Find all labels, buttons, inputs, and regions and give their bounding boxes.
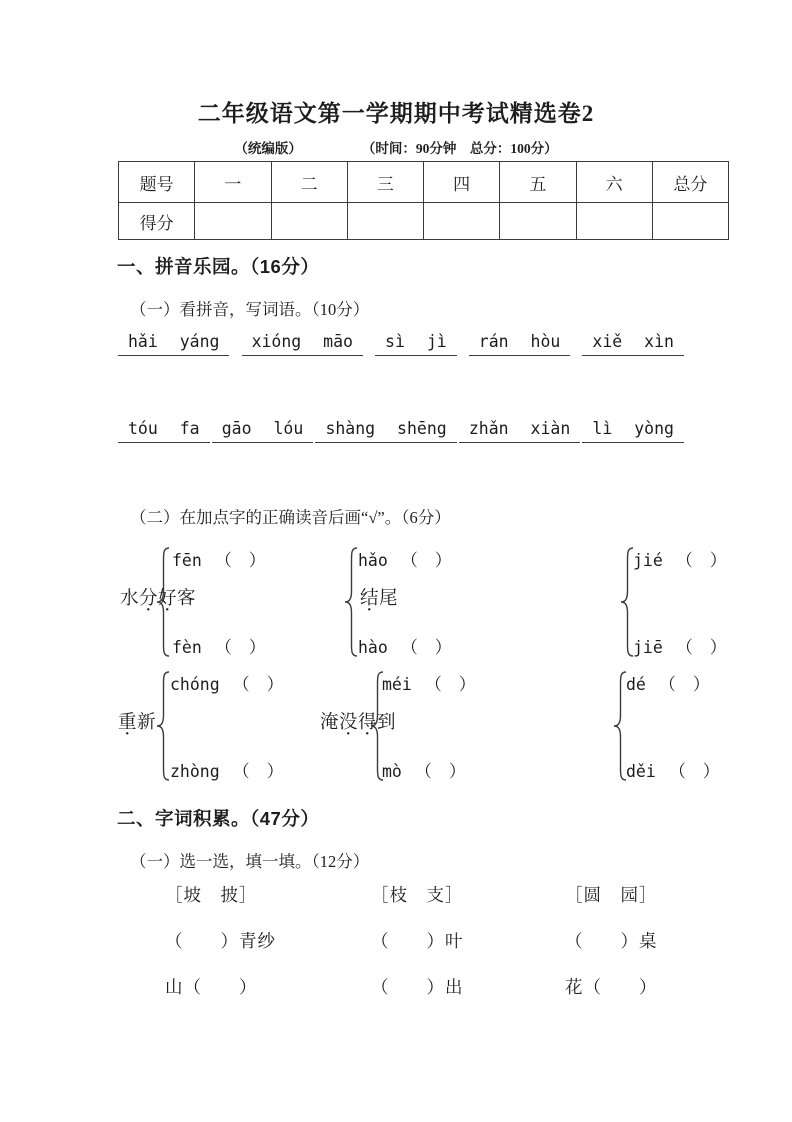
pronunciation-groups-row-1 [0,546,792,660]
pinyin-word: xiě xìn [582,332,684,356]
dotted-phrase [360,584,398,610]
score-table-question-number: 总分 [652,162,728,203]
word-options: ［枝 支］ [371,885,464,905]
score-empty-cell [576,203,652,240]
score-table-header-row [119,162,729,203]
answer-paren: （ ） [414,762,466,781]
pinyin-reading: fèn [172,638,202,657]
pronunciation-option-top [172,546,266,571]
pinyin-reading: méi [382,675,412,694]
pronunciation-option-bottom [633,633,727,658]
fill-blank-item: （ ）出 [371,977,464,997]
fill-blank-item: （ ）青纱 [165,931,276,951]
pronunciation-option-top [626,670,710,695]
char: 新 [137,713,157,733]
answer-paren: （ ） [668,762,720,781]
section2-heading: 二、字词积累。（47分） [117,808,320,829]
pinyin-reading: fēn [172,551,202,570]
pinyin-reading: děi [626,762,656,781]
score-table-question-number: 五 [500,162,576,203]
brace-icon [156,546,170,658]
pinyin-reading: hào [358,638,388,657]
pinyin-reading: dé [626,675,646,694]
pronunciation-option-bottom [626,757,720,782]
pinyin-word: gāo lóu [212,419,314,443]
pinyin-row-1 [118,332,684,356]
dotted-char: 结 [360,589,380,609]
char: 淹 [320,713,340,733]
score-table [118,161,729,240]
brace-icon [620,546,634,658]
word-options: ［坡 披］ [165,885,258,905]
dotted-char: 重 [118,713,138,733]
pinyin-word: tóu fa [118,419,210,443]
answer-paren: （ ） [675,551,727,570]
score-table-question-number: 四 [424,162,500,203]
score-empty-cell [347,203,423,240]
brace-icon [344,546,358,658]
pinyin-word: shàng shēng [315,419,456,443]
pinyin-word: hǎi yáng [118,332,229,356]
pinyin-reading: mò [382,762,402,781]
section1-part1-heading: （一）看拼音，写词语。（10分） [130,300,370,319]
pinyin-reading: zhòng [170,762,220,781]
exam-info-label: （时间：90分钟 总分：100分） [361,141,558,156]
answer-paren: （ ） [675,638,727,657]
pinyin-reading: hǎo [358,551,388,570]
char: 尾 [379,589,399,609]
word-options: ［圆 园］ [565,885,658,905]
score-empty-cell [652,203,728,240]
score-table-question-number: 二 [271,162,347,203]
section1-heading: 一、拼音乐园。（16分） [117,256,320,277]
char: 到 [377,713,397,733]
edition-label: （统编版） [234,141,302,156]
exam-title: 二年级语文第一学期期中考试精选卷2 [197,101,595,126]
fill-blank-item: 花（ ） [565,977,658,997]
pinyin-word: zhǎn xiàn [459,419,580,443]
pinyin-row-2 [118,419,684,443]
pinyin-word: lì yòng [582,419,684,443]
exam-subheader [0,137,792,157]
score-table-question-number: 六 [576,162,652,203]
char: 客 [177,589,197,609]
pinyin-reading: chóng [170,675,220,694]
word-choice-column [165,880,276,1018]
pinyin-word: rán hòu [469,332,571,356]
brace-icon [613,670,627,782]
pronunciation-option-top [633,546,727,571]
dotted-phrase [118,708,156,734]
answer-paren: （ ） [424,675,476,694]
pinyin-reading: jié [633,551,663,570]
fill-blank-item: （ ）叶 [371,931,464,951]
score-row-label: 得分 [119,203,195,240]
answer-paren: （ ） [658,675,710,694]
score-empty-cell [500,203,576,240]
pronunciation-option-top [358,546,452,571]
dotted-phrase [320,708,396,734]
section1-part2-heading: （二）在加点字的正确读音后画“√”。（6分） [130,508,451,527]
answer-paren: （ ） [232,675,284,694]
score-table-question-number: 三 [347,162,423,203]
pinyin-word: sì jì [375,332,457,356]
answer-paren: （ ） [400,638,452,657]
dotted-char: 得 [358,713,378,733]
answer-paren: （ ） [400,551,452,570]
score-empty-cell [195,203,271,240]
pronunciation-option-bottom [382,757,466,782]
section2-part1-heading: （一）选一选，填一填。（12分） [130,852,370,871]
score-table-value-row [119,203,729,240]
pronunciation-option-bottom [172,633,266,658]
fill-blank-item: 山（ ） [165,977,258,997]
pronunciation-option-bottom [358,633,452,658]
pronunciation-option-bottom [170,757,284,782]
pronunciation-option-top [382,670,476,695]
char: 水 [120,589,140,609]
answer-paren: （ ） [214,551,266,570]
word-choice-column [565,880,658,1018]
pronunciation-option-top [170,670,284,695]
answer-paren: （ ） [232,762,284,781]
word-choice-columns [165,880,725,1020]
pinyin-word: xióng māo [242,332,363,356]
dotted-char: 分 [139,589,159,609]
fill-blank-item: （ ）桌 [565,931,658,951]
score-empty-cell [424,203,500,240]
score-empty-cell [271,203,347,240]
score-table-corner-label: 题号 [119,162,195,203]
brace-icon [156,670,170,782]
dotted-char: 好 [158,589,178,609]
pronunciation-groups-row-2 [0,670,792,784]
score-table-question-number: 一 [195,162,271,203]
dotted-char: 没 [339,713,359,733]
word-choice-column [371,880,464,1018]
answer-paren: （ ） [214,638,266,657]
pinyin-reading: jiē [633,638,663,657]
